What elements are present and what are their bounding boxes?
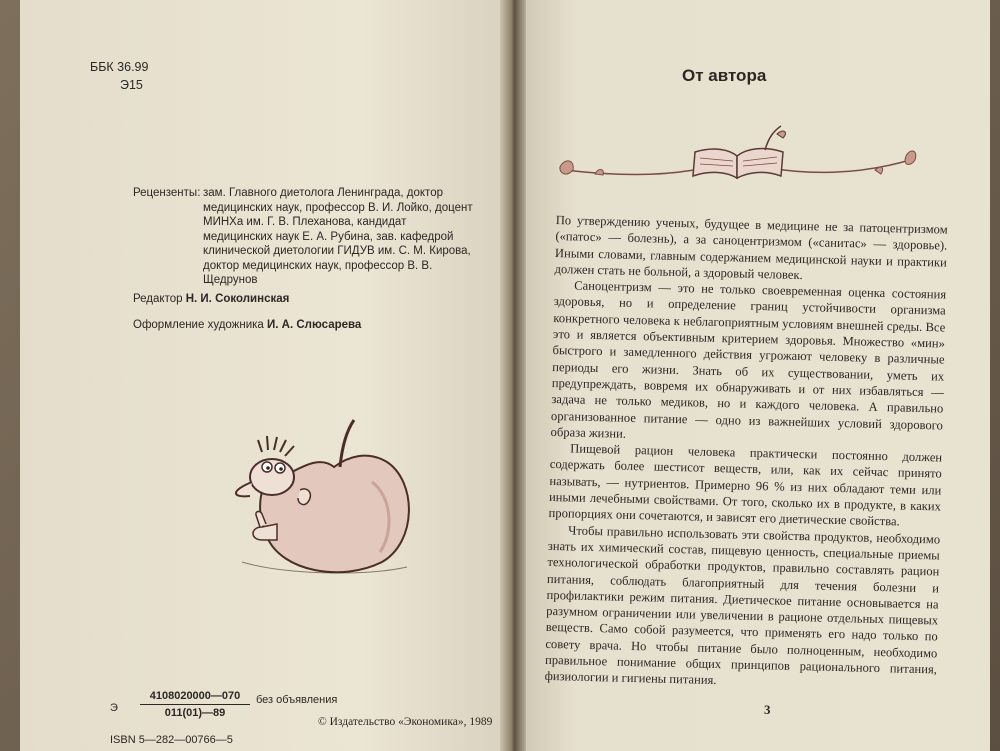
imprint-note: без объявления [256, 694, 338, 706]
page-number: 3 [764, 702, 771, 717]
chapter-body-text [544, 212, 947, 694]
design-credit [133, 319, 361, 331]
editor-credit [133, 293, 289, 305]
imprint-fraction [140, 690, 250, 719]
apple-cartoon-illustration [222, 412, 422, 582]
paragraph: По утверждению ученых, будущее в медицине не за патоцентризмом («патос» — болезнь), а за саноцентризмом («санитас» — здоровье). Иными словами, главным содержанием медицинской науки и практики должен стать не больной, а здоровый человек. [554, 212, 948, 282]
bbk-code [90, 58, 148, 94]
book-ornament-icon [555, 122, 920, 192]
imprint-denominator: 011(01)—89 [164, 707, 226, 719]
bbk-index: Э15 [120, 78, 143, 92]
left-page [20, 0, 508, 751]
paragraph: Пищевой рацион человека практически постоянно должен содержать более шестисот веществ, или, как их сейчас принято называть, — нутриентов. Примерно 96 % из них обладают теми или иными лечебными свойствами. От того, сколько их в продукте, в каких пропорциях они сочетаются, и зависят его диетические свойства. [548, 441, 943, 529]
paragraph: Саноцентризм — это не только своевременная оценка состояния здоровья, но и определение границ устойчивости организма конкретного человека к неблагоприятным условиям внешней среды. Все это и является объективным критерием здоровья. Множество «мин» быстрого и замедленного действия угрожают человеку в различные периоды его жизни. Знать об их существовании, уметь их предупреждать, вовремя их обнаруживать и от них избавляться — задача не только медиков, но и каждого человека. А правильно организованное питание — одно из важнейших условий здорового образа жизни. [550, 278, 947, 441]
design-name: И. А. Слюсарева [267, 319, 362, 331]
paragraph: Чтобы правильно использовать эти свойства продуктов, необходимо знать их химический состав, пищевую ценность, специальные приемы технологической обработки продуктов, правильно составлять рацион питания, соблюдать благоприятный для течения болезни и профилактики режим питания. Диетическое питание основывается на разумном ограничении или увеличении в рационе отдельных пищевых веществ. Само собой разумеется, что применять его надо только по совету врача. Но чтобы питание было полноценным, необходимо правильное понимание общих принципов рационального питания, физиологии и гигиены питания. [544, 523, 941, 688]
chapter-title: От автора [682, 66, 767, 85]
copyright-notice: © Издательство «Экономика», 1989 [318, 716, 493, 728]
reviewers-label: Рецензенты: [133, 187, 201, 199]
reviewers-block [133, 186, 473, 288]
book-gutter [500, 0, 526, 751]
imprint-letter: Э [110, 702, 118, 714]
isbn: ISBN 5—282—00766—5 [110, 734, 233, 746]
bbk-line: ББК 36.99 [90, 60, 149, 74]
design-label: Оформление художника [133, 319, 264, 331]
editor-label: Редактор [133, 293, 183, 305]
imprint-numerator: 4108020000—070 [140, 690, 250, 705]
editor-name: Н. И. Соколинская [185, 293, 290, 305]
reviewers-text: зам. Главного диетолога Ленинграда, доктор медицинских наук, профессор В. И. Лойко, доцент МИНХа им. Г. В. Плеханова, кандидат медицинских наук Е. А. Рубина, зав. кафедрой клинической диетологии ГИДУВ им. С. М. Кирова, доктор медицинских наук, профессор В. В. Щедрунов [203, 187, 473, 286]
